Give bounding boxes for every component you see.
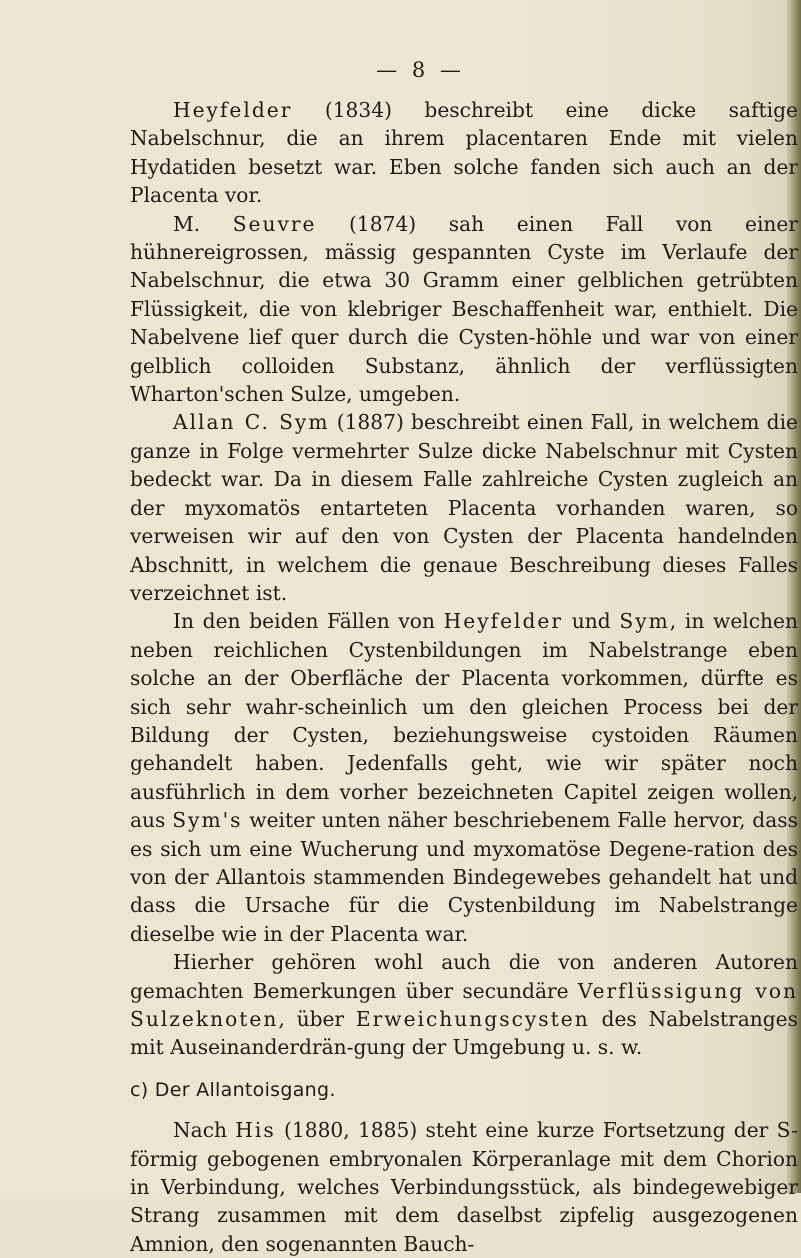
paragraph-sym — [130, 408, 798, 607]
author-prefix: M. — [173, 211, 233, 236]
paragraph-text: Hierher gehören wohl auch die von anderen Autoren gemachten Bemerkungen über secundäre — [130, 950, 798, 1003]
paragraph-his — [130, 1116, 798, 1258]
body-text — [130, 96, 798, 1258]
paragraph-comparison — [130, 607, 798, 948]
emphasized-term: Verflüssigung von Sulzeknoten — [130, 978, 798, 1031]
paragraph-text: und — [563, 609, 620, 634]
paragraph-text: des Nabelstranges mit Auseinanderdrän-gung der Umgebung u. s. w. — [130, 1007, 798, 1060]
paragraph-seuvre — [130, 210, 798, 409]
author-name: His — [235, 1118, 276, 1143]
paragraph-text: (1834) beschreibt eine dicke saftige Nabelschnur, die an ihrem placentaren Ende mit vielen Hydatiden besetzt war. Eben solche fanden sich auch an der Placenta vor. — [130, 98, 798, 208]
paragraph-text: , über — [278, 1007, 356, 1031]
author-name: Seuvre — [232, 211, 317, 236]
paragraph-text: (1880, 1885) steht eine kurze Fortsetzung der S-förmig gebogenen embryonalen Körperanlage mit dem Chorion in Verbindung, welches Verbindungsstück, als bindegewebiger Strang zusammen mit dem daselbst zipfelig ausgezogenen Amnion, den sogenannten Bauch- — [130, 1118, 798, 1256]
paragraph-text: (1887) beschreibt einen Fall, in welchem die ganze in Folge vermehrter Sulze dicke Nabelschnur mit Cysten bedeckt war. Da in diesem Falle zahlreiche Cysten zugleich an der myxomatös entarteten Placenta vorhanden waren, so verweisen wir auf den von Cysten der Placenta handelnden Abschnitt, in welchem die genaue Beschreibung dieses Falles verzeichnet ist. — [130, 410, 798, 605]
author-name: Allan C. Sym — [173, 410, 330, 435]
section-heading: c) Der Allantoisgang. — [130, 1078, 336, 1101]
author-name: Heyfelder — [173, 98, 293, 122]
author-name: Sym — [619, 609, 670, 634]
paragraph-text: (1874) sah einen Fall von einer hühnereigrossen, mässig gespannten Cyste im Verlaufe der Nabelschnur, die etwa 30 Gramm einer gelblichen getrübten Flüssigkeit, die von klebriger Beschaffenheit war, enthielt. Die Nabelvene lief quer durch die Cysten-höhle und war von einer gelblich colloiden Substanz, ähnlich der verflüssigten Wharton'schen Sulze, umgeben. — [130, 211, 799, 407]
paragraph-text: , in welchen neben reichlichen Cystenbildungen im Nabelstrange eben solche an der Oberfläche der Placenta vorkommen, dürfte es sich sehr wahr-scheinlich um den gleichen Process bei der Bildung der Cysten, beziehungsweise cystoiden Räumen gehandelt haben. Jedenfalls geht, wie wir später noch ausführlich in dem vorher bezeichneten Capitel zeigen wollen, aus — [130, 609, 798, 833]
paragraph-text: weiter unten näher beschriebenem Falle hervor, dass es sich um eine Wucherung und myxomatöse Degene-ration des von der Allantois stammenden Bindegewebes gehandelt hat und dass die Ursache für die Cystenbildung im Nabelstrange dieselbe wie in der Placenta war. — [130, 808, 798, 946]
paragraph-remarks — [130, 948, 798, 1062]
author-name: Heyfelder — [443, 609, 564, 634]
paragraph-text: Nach — [173, 1118, 236, 1143]
emphasized-term: Erweichungscysten — [355, 1007, 590, 1031]
author-name: Sym's — [172, 808, 243, 833]
page-number: — 8 — — [376, 58, 465, 82]
paragraph-heyfelder — [130, 96, 798, 210]
paragraph-text: In den beiden Fällen von — [173, 609, 444, 634]
